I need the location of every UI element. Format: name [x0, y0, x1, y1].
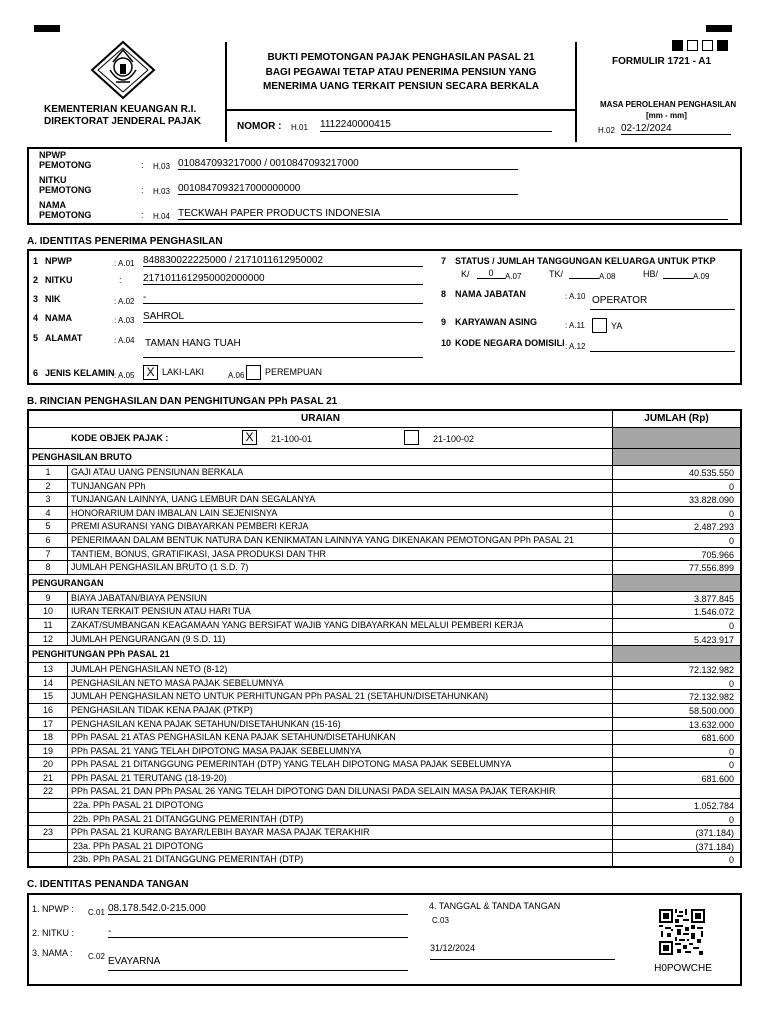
- row-number: 6: [45, 534, 51, 545]
- row-description: TUNJANGAN PPh: [67, 480, 612, 493]
- a-jk-code2: A.06: [228, 371, 245, 380]
- row-description: PPh PASAL 21 KURANG BAYAR/LEBIH BAYAR MASA PAJAK TERAKHIR: [67, 826, 612, 839]
- form-check-boxes: [672, 40, 732, 52]
- a-tk-value: [569, 268, 599, 279]
- row-number: 18: [42, 732, 53, 743]
- row-number: 4: [45, 507, 51, 518]
- title-line-2: BAGI PEGAWAI TETAP ATAU PENERIMA PENSIUN YANG: [265, 67, 537, 78]
- a-alamat-code: : A.04: [114, 336, 135, 345]
- table-row: [29, 560, 740, 574]
- table-row: [29, 465, 740, 479]
- npwp-pemotong-colon: :: [141, 160, 144, 170]
- row-number: 11: [43, 619, 53, 630]
- a-nama-value: SAHROL: [143, 311, 423, 323]
- a-negara-line: [590, 351, 735, 352]
- row-amount: 0: [612, 853, 740, 866]
- nitku-pemotong-label-1: NITKU: [39, 175, 67, 185]
- table-row: [29, 506, 740, 520]
- row-description: TANTIEM, BONUS, GRATIFIKASI, JASA PRODUKSI DAN THR: [67, 548, 612, 561]
- masa-format: [mm - mm]: [646, 111, 687, 120]
- nomor-code: H.01: [291, 123, 308, 132]
- section-a-box: [27, 249, 742, 385]
- a-jk-perempuan-label: PEREMPUAN: [265, 367, 323, 377]
- nomor-value: 1112240000415: [320, 119, 552, 132]
- table-row: [29, 676, 740, 690]
- table-row: [29, 632, 740, 646]
- c-ttd-code: C.03: [432, 916, 449, 925]
- row-number: 5: [45, 521, 51, 532]
- row-number: 14: [42, 677, 53, 688]
- row-description: PPh PASAL 21 YANG TELAH DIPOTONG MASA PAJAK SEBELUMNYA: [67, 745, 612, 758]
- row-amount: 0: [612, 507, 740, 520]
- row-number: 12: [42, 633, 53, 644]
- form-label: FORMULIR 1721 - A1: [612, 56, 712, 67]
- a-tk-label: TK/: [549, 269, 564, 279]
- nama-pemotong-value: TECKWAH PAPER PRODUCTS INDONESIA: [178, 208, 728, 220]
- a-jk-no: 6: [33, 368, 39, 378]
- a-negara-label: KODE NEGARA DOMISILI: [455, 338, 565, 348]
- row-amount: 0: [612, 745, 740, 758]
- masa-code: H.02: [598, 126, 615, 135]
- table-row: [29, 492, 740, 506]
- row-amount: (371.184): [612, 840, 740, 853]
- row-description: PREMI ASURANSI YANG DIBAYARKAN PEMBERI KERJA: [67, 520, 612, 533]
- asing-ya-checkbox[interactable]: [592, 318, 607, 333]
- table-row: [29, 591, 740, 605]
- table-row: [29, 703, 740, 717]
- row-amount: 0: [612, 677, 740, 690]
- a-jabatan-label: NAMA JABATAN: [455, 289, 526, 299]
- row-number: 1: [45, 467, 51, 477]
- row-number: 15: [42, 691, 53, 702]
- masa-value: 02-12/2024: [621, 123, 731, 135]
- nitku-pemotong-colon: :: [141, 185, 144, 195]
- table-header: [29, 411, 740, 427]
- jk-laki-checkbox[interactable]: X: [143, 365, 158, 380]
- row-description: PENERIMAAN DALAM BENTUK NATURA DAN KENIKMATAN LAINNYA YANG DIKENAKAN PEMOTONGAN PPh PASAL 21: [67, 534, 612, 547]
- table-row: [29, 757, 740, 771]
- row-description: JUMLAH PENGHASILAN NETO UNTUK PERHITUNGAN PPh PASAL 21 (SETAHUN/DISETAHUNKAN): [67, 690, 612, 703]
- pengurangan-section-header: [29, 574, 740, 591]
- table-row: [29, 533, 740, 547]
- col-uraian: URAIAN: [301, 413, 340, 424]
- row-number: 3: [45, 494, 51, 505]
- a-nitku-no: 2: [33, 275, 39, 285]
- row-number: 9: [45, 592, 51, 603]
- table-row: [29, 852, 740, 866]
- nitku-pemotong-label-2: PEMOTONG: [39, 185, 92, 195]
- a-alamat-no: 5: [33, 333, 39, 343]
- c-npwp-label: 1. NPWP :: [32, 904, 74, 914]
- row-number: 17: [42, 718, 53, 729]
- a-nik-label: NIK: [45, 294, 61, 304]
- nitku-pemotong-code: H.03: [153, 187, 170, 196]
- logo-emblem: [88, 40, 158, 100]
- row-amount: 3.877.845: [612, 592, 740, 605]
- a-negara-no: 10: [441, 338, 452, 348]
- pengurangan-title: PENGURANGAN: [32, 577, 104, 588]
- row-amount: (371.184): [612, 826, 740, 839]
- row-number: 20: [42, 759, 53, 770]
- c-nama-value: EVAYARNA: [108, 956, 161, 967]
- row-description: PPh PASAL 21 DAN PPh PASAL 26 YANG TELAH DIPOTONG DAN DILUNASI PADA SELAIN MASA PAJAK TERAKHIR: [67, 785, 612, 798]
- a-nama-label: NAMA: [45, 313, 72, 323]
- a-negara-code: : A.12: [565, 342, 586, 351]
- a-nitku-label: NITKU: [45, 275, 73, 285]
- row-amount: 2.487.293: [612, 520, 740, 533]
- a-asing-ya-label: YA: [611, 321, 623, 331]
- table-row: [29, 662, 740, 676]
- a-hb-code: A.09: [693, 272, 710, 281]
- table-row: [29, 618, 740, 632]
- a-nik-no: 3: [33, 294, 39, 304]
- a-k-code: A.07: [505, 272, 522, 281]
- penghitungan-title: PENGHITUNGAN PPh PASAL 21: [32, 649, 170, 660]
- nama-pemotong-label-1: NAMA: [39, 200, 66, 210]
- nitku-pemotong-value: 0010847093217000000000: [178, 183, 518, 195]
- row-amount: 681.600: [612, 772, 740, 785]
- a-tk-code: A.08: [599, 272, 616, 281]
- row-number: 2: [45, 480, 51, 491]
- a-jk-code: : A.05: [114, 371, 135, 380]
- row-description: PENGHASILAN TIDAK KENA PAJAK (PTKP): [67, 704, 612, 717]
- kode-objek-1-checkbox[interactable]: X: [242, 430, 257, 445]
- qr-caption: H0POWCHE: [654, 963, 712, 974]
- a-jabatan-value: OPERATOR: [592, 295, 648, 306]
- row-number: 22: [42, 786, 53, 797]
- table-row: [29, 839, 740, 853]
- a-nama-no: 4: [33, 313, 39, 323]
- jk-perempuan-checkbox[interactable]: [246, 365, 261, 380]
- section-a-title: A. IDENTITAS PENERIMA PENGHASILAN: [27, 236, 223, 247]
- row-amount: 0: [612, 813, 740, 826]
- row-amount: 681.600: [612, 731, 740, 744]
- c-nitku-label: 2. NITKU :: [32, 928, 75, 938]
- directorate-name: DIREKTORAT JENDERAL PAJAK: [44, 116, 202, 127]
- kode-objek-2: 21-100-02: [433, 434, 475, 444]
- a-nik-code: : A.02: [114, 297, 135, 306]
- row-amount: [612, 785, 740, 798]
- row-description: BIAYA JABATAN/BIAYA PENSIUN: [67, 592, 612, 605]
- table-row: [29, 798, 740, 812]
- c-ttd-label: 4. TANGGAL & TANDA TANGAN: [429, 901, 561, 911]
- title-line-1: BUKTI PEMOTONGAN PAJAK PENGHASILAN PASAL 21: [267, 52, 535, 63]
- bruto-gray: [612, 449, 740, 465]
- nama-pemotong-label-2: PEMOTONG: [39, 210, 92, 220]
- row-number: [29, 853, 67, 866]
- c-nama-code: C.02: [88, 952, 105, 961]
- row-amount: 77.556.899: [612, 561, 740, 574]
- row-description: PPh PASAL 21 TERUTANG (18-19-20): [67, 772, 612, 785]
- section-c-title: C. IDENTITAS PENANDA TANGAN: [27, 879, 189, 890]
- row-description: JUMLAH PENGHASILAN BRUTO (1 S.D. 7): [67, 561, 612, 574]
- corner-mark-left: [34, 25, 60, 32]
- a-asing-no: 9: [441, 317, 447, 327]
- row-description: JUMLAH PENGURANGAN (9 S.D. 11): [67, 633, 612, 646]
- table-row: [29, 771, 740, 785]
- a-jk-laki-label: LAKI-LAKI: [162, 367, 205, 377]
- row-amount: 705.966: [612, 548, 740, 561]
- bruto-title: PENGHASILAN BRUTO: [32, 452, 132, 462]
- nomor-divider: [227, 109, 575, 111]
- nomor-label: NOMOR :: [237, 121, 282, 132]
- qr-code: [659, 909, 705, 955]
- a-alamat-value: TAMAN HANG TUAH: [145, 338, 241, 349]
- row-amount: 1.546.072: [612, 605, 740, 618]
- row-amount: 5.423.917: [612, 633, 740, 646]
- a-hb-label: HB/: [643, 269, 659, 279]
- row-amount: 1.052.784: [612, 799, 740, 812]
- row-amount: 40.535.550: [612, 466, 740, 479]
- row-description: 23b. PPh PASAL 21 DITANGGUNG PEMERINTAH (DTP): [67, 853, 612, 866]
- a-jk-label: JENIS KELAMIN: [45, 368, 115, 378]
- kode-objek-1: 21-100-01: [271, 434, 313, 444]
- row-number: 8: [45, 562, 51, 573]
- row-number: 21: [42, 772, 53, 783]
- kode-objek-gray: [612, 428, 740, 448]
- row-description: ZAKAT/SUMBANGAN KEAGAMAAN YANG BERSIFAT WAJIB YANG DIBAYARKAN MELALUI PEMBERI KERJA: [67, 619, 612, 632]
- row-number: 19: [42, 745, 53, 756]
- a-jabatan-line: [590, 309, 735, 310]
- a-nama-code: : A.03: [114, 316, 135, 325]
- table-row: [29, 825, 740, 839]
- a-npwp-value: 848830022225000 / 2171011612950002: [143, 255, 423, 267]
- a-asing-label: KARYAWAN ASING: [455, 317, 538, 327]
- row-description: PENGHASILAN NETO MASA PAJAK SEBELUMNYA: [67, 677, 612, 690]
- row-description: 22b. PPh PASAL 21 DITANGGUNG PEMERINTAH (DTP): [67, 813, 612, 826]
- col-jumlah: JUMLAH (Rp): [612, 411, 740, 427]
- npwp-pemotong-value: 010847093217000 / 0010847093217000: [178, 158, 518, 170]
- table-row: [29, 744, 740, 758]
- ministry-name: KEMENTERIAN KEUANGAN R.I.: [44, 104, 197, 115]
- npwp-pemotong-label-2: PEMOTONG: [39, 160, 92, 170]
- a-k-value: 0: [477, 268, 505, 279]
- row-amount: 72.132.982: [612, 663, 740, 676]
- a-k-label: K/: [461, 269, 470, 279]
- row-description: PPh PASAL 21 DITANGGUNG PEMERINTAH (DTP) YANG TELAH DIPOTONG MASA PAJAK SEBELUMNYA: [67, 758, 612, 771]
- row-amount: 0: [612, 480, 740, 493]
- a-jabatan-no: 8: [441, 289, 447, 299]
- bruto-section-header: [29, 448, 740, 465]
- row-number: [29, 840, 67, 853]
- table-row: [29, 547, 740, 561]
- row-number: 23: [42, 827, 53, 838]
- a-status-label: STATUS / JUMLAH TANGGUNGAN KELUARGA UNTUK PTKP: [455, 256, 716, 266]
- row-number: [29, 799, 67, 812]
- a-nitku-value: 2171011612950002000000: [143, 273, 423, 285]
- row-description: 23a. PPh PASAL 21 DIPOTONG: [67, 840, 612, 853]
- table-row: [29, 519, 740, 533]
- a-jabatan-code: : A.10: [565, 292, 586, 301]
- row-description: PENGHASILAN KENA PAJAK SETAHUN/DISETAHUNKAN (15-16): [67, 718, 612, 731]
- c-ttd-date: 31/12/2024: [430, 943, 615, 960]
- table-row: [29, 730, 740, 744]
- masa-label: MASA PEROLEHAN PENGHASILAN: [600, 100, 737, 109]
- nama-pemotong-code: H.04: [153, 212, 170, 221]
- section-b-title: B. RINCIAN PENGHASILAN DAN PENGHITUNGAN PPh PASAL 21: [27, 396, 338, 407]
- row-number: [29, 813, 67, 826]
- a-npwp-code: : A.01: [114, 259, 135, 268]
- pemotong-box: [27, 147, 742, 225]
- row-description: PPh PASAL 21 ATAS PENGHASILAN KENA PAJAK SETAHUN/DISETAHUNKAN: [67, 731, 612, 744]
- row-description: JUMLAH PENGHASILAN NETO (8-12): [67, 663, 612, 676]
- table-row: [29, 689, 740, 703]
- row-amount: 72.132.982: [612, 690, 740, 703]
- row-amount: 58.500.000: [612, 704, 740, 717]
- kode-objek-row: [29, 427, 740, 448]
- a-npwp-no: 1: [33, 256, 39, 266]
- income-table: [27, 409, 742, 868]
- npwp-pemotong-label-1: NPWP: [39, 150, 66, 160]
- penghitungan-section-header: [29, 645, 740, 662]
- row-description: GAJI ATAU UANG PENSIUNAN BERKALA: [67, 466, 612, 479]
- a-asing-code: : A.11: [565, 321, 585, 330]
- row-amount: 0: [612, 619, 740, 632]
- pengurangan-gray: [612, 575, 740, 591]
- a-status-no: 7: [441, 256, 447, 266]
- row-number: 13: [42, 664, 53, 675]
- c-nama-line: [108, 970, 408, 971]
- row-number: 16: [42, 704, 53, 715]
- table-row: [29, 717, 740, 731]
- c-nama-label: 3. NAMA :: [32, 948, 73, 958]
- penghitungan-gray: [612, 646, 740, 662]
- table-row: [29, 479, 740, 493]
- row-amount: 33.828.090: [612, 493, 740, 506]
- row-amount: 0: [612, 758, 740, 771]
- a-nik-value: -: [143, 292, 423, 304]
- a-alamat-line: [143, 357, 423, 358]
- corner-mark-right: [706, 25, 732, 32]
- row-number: 10: [42, 606, 53, 617]
- a-alamat-label: ALAMAT: [45, 333, 83, 343]
- row-number: 7: [45, 548, 51, 559]
- kode-objek-label: KODE OBJEK PAJAK :: [71, 433, 169, 443]
- section-c-box: [27, 893, 742, 986]
- table-row: [29, 604, 740, 618]
- nama-pemotong-colon: :: [141, 210, 144, 220]
- c-nitku-value: -: [108, 926, 408, 938]
- row-amount: 0: [612, 534, 740, 547]
- kode-objek-2-checkbox[interactable]: [404, 430, 419, 445]
- c-npwp-value: 08.178.542.0-215.000: [108, 903, 408, 915]
- table-row: [29, 812, 740, 826]
- npwp-pemotong-code: H.03: [153, 162, 170, 171]
- a-npwp-label: NPWP: [45, 256, 72, 266]
- row-amount: 13.632.000: [612, 718, 740, 731]
- row-description: TUNJANGAN LAINNYA, UANG LEMBUR DAN SEGALANYA: [67, 493, 612, 506]
- c-npwp-code: C.01: [88, 908, 105, 917]
- header-title-box: [225, 42, 577, 142]
- a-hb-value: [663, 268, 693, 279]
- a-nitku-colon: :: [119, 275, 122, 285]
- row-description: HONORARIUM DAN IMBALAN LAIN SEJENISNYA: [67, 507, 612, 520]
- table-row: [29, 784, 740, 798]
- row-description: IURAN TERKAIT PENSIUN ATAU HARI TUA: [67, 605, 612, 618]
- row-description: 22a. PPh PASAL 21 DIPOTONG: [67, 799, 612, 812]
- title-line-3: MENERIMA UANG TERKAIT PENSIUN SECARA BERKALA: [263, 81, 539, 92]
